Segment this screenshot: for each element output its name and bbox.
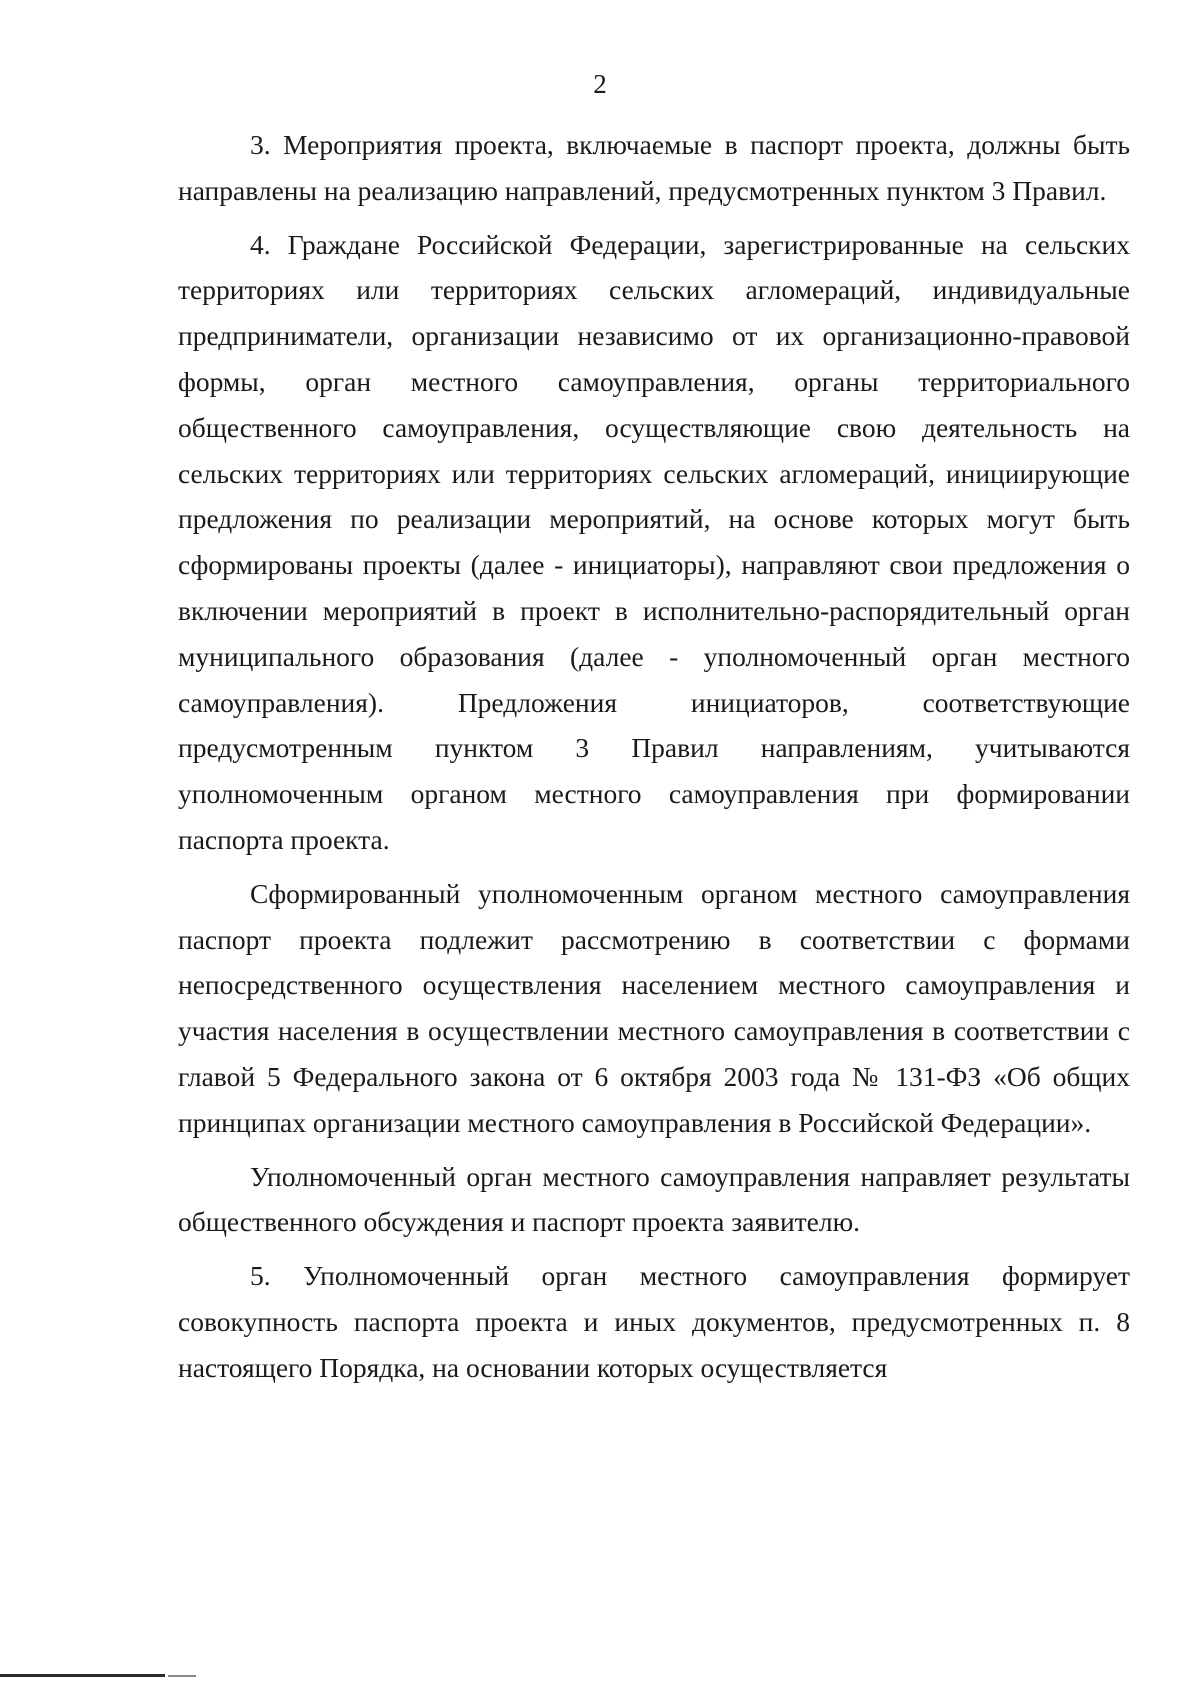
paragraph-item-3: 3. Мероприятия проекта, включаемые в паспорт проекта, должны быть направлены на реализацию направлений, предусмотренных пунктом 3 Правил. — [178, 129, 1130, 206]
scan-edge-line-tail — [168, 1675, 196, 1677]
paragraph-results-to-applicant: Уполномоченный орган местного самоуправления направляет результаты общественного обсуждения и паспорт проекта заявителю. — [178, 1160, 1130, 1238]
scan-edge-line — [0, 1674, 165, 1677]
paragraph-item-4: 4. Граждане Российской Федерации, зарегистрированные на сельских территориях или территориях сельских агломераций, индивидуальные предприниматели, организации независимо от их организационно-правовой формы, орган местного самоуправления, органы территориального общественного самоуправления, осуществляющие свою деятельность на сельских территориях или территориях сельских агломераций, инициирующие предложения по реализации мероприятий, на основе которых могут быть сформированы проекты (далее - инициаторы), направляют свои предложения о включении мероприятий в проект в исполнительно-распорядительный орган муниципального образования (далее - уполномоченный орган местного самоуправления). Предложения инициаторов, соответствующие предусмотренным пунктом 3 Правил направлениям, учитываются уполномоченным органом местного самоуправления при формировании паспорта проекта. — [178, 228, 1130, 855]
paragraph-item-5: 5. Уполномоченный орган местного самоуправления формирует совокупность паспорта проекта и иных документов, предусмотренных п. 8 настоящего Порядка, на основании которых осуществляется — [178, 1260, 1130, 1383]
page-number: 2 — [593, 69, 607, 99]
document-body — [178, 122, 1130, 1391]
paragraph-project-passport-review: Сформированный уполномоченным органом местного самоуправления паспорт проекта подлежит рассмотрению в соответствии с формами непосредственного осуществления населением местного самоуправления и участия населения в осуществлении местного самоуправления в соответствии с главой 5 Федерального закона от 6 октября 2003 года № 131-ФЗ «Об общих принципах организации местного самоуправления в Российской Федерации». — [178, 877, 1130, 1138]
